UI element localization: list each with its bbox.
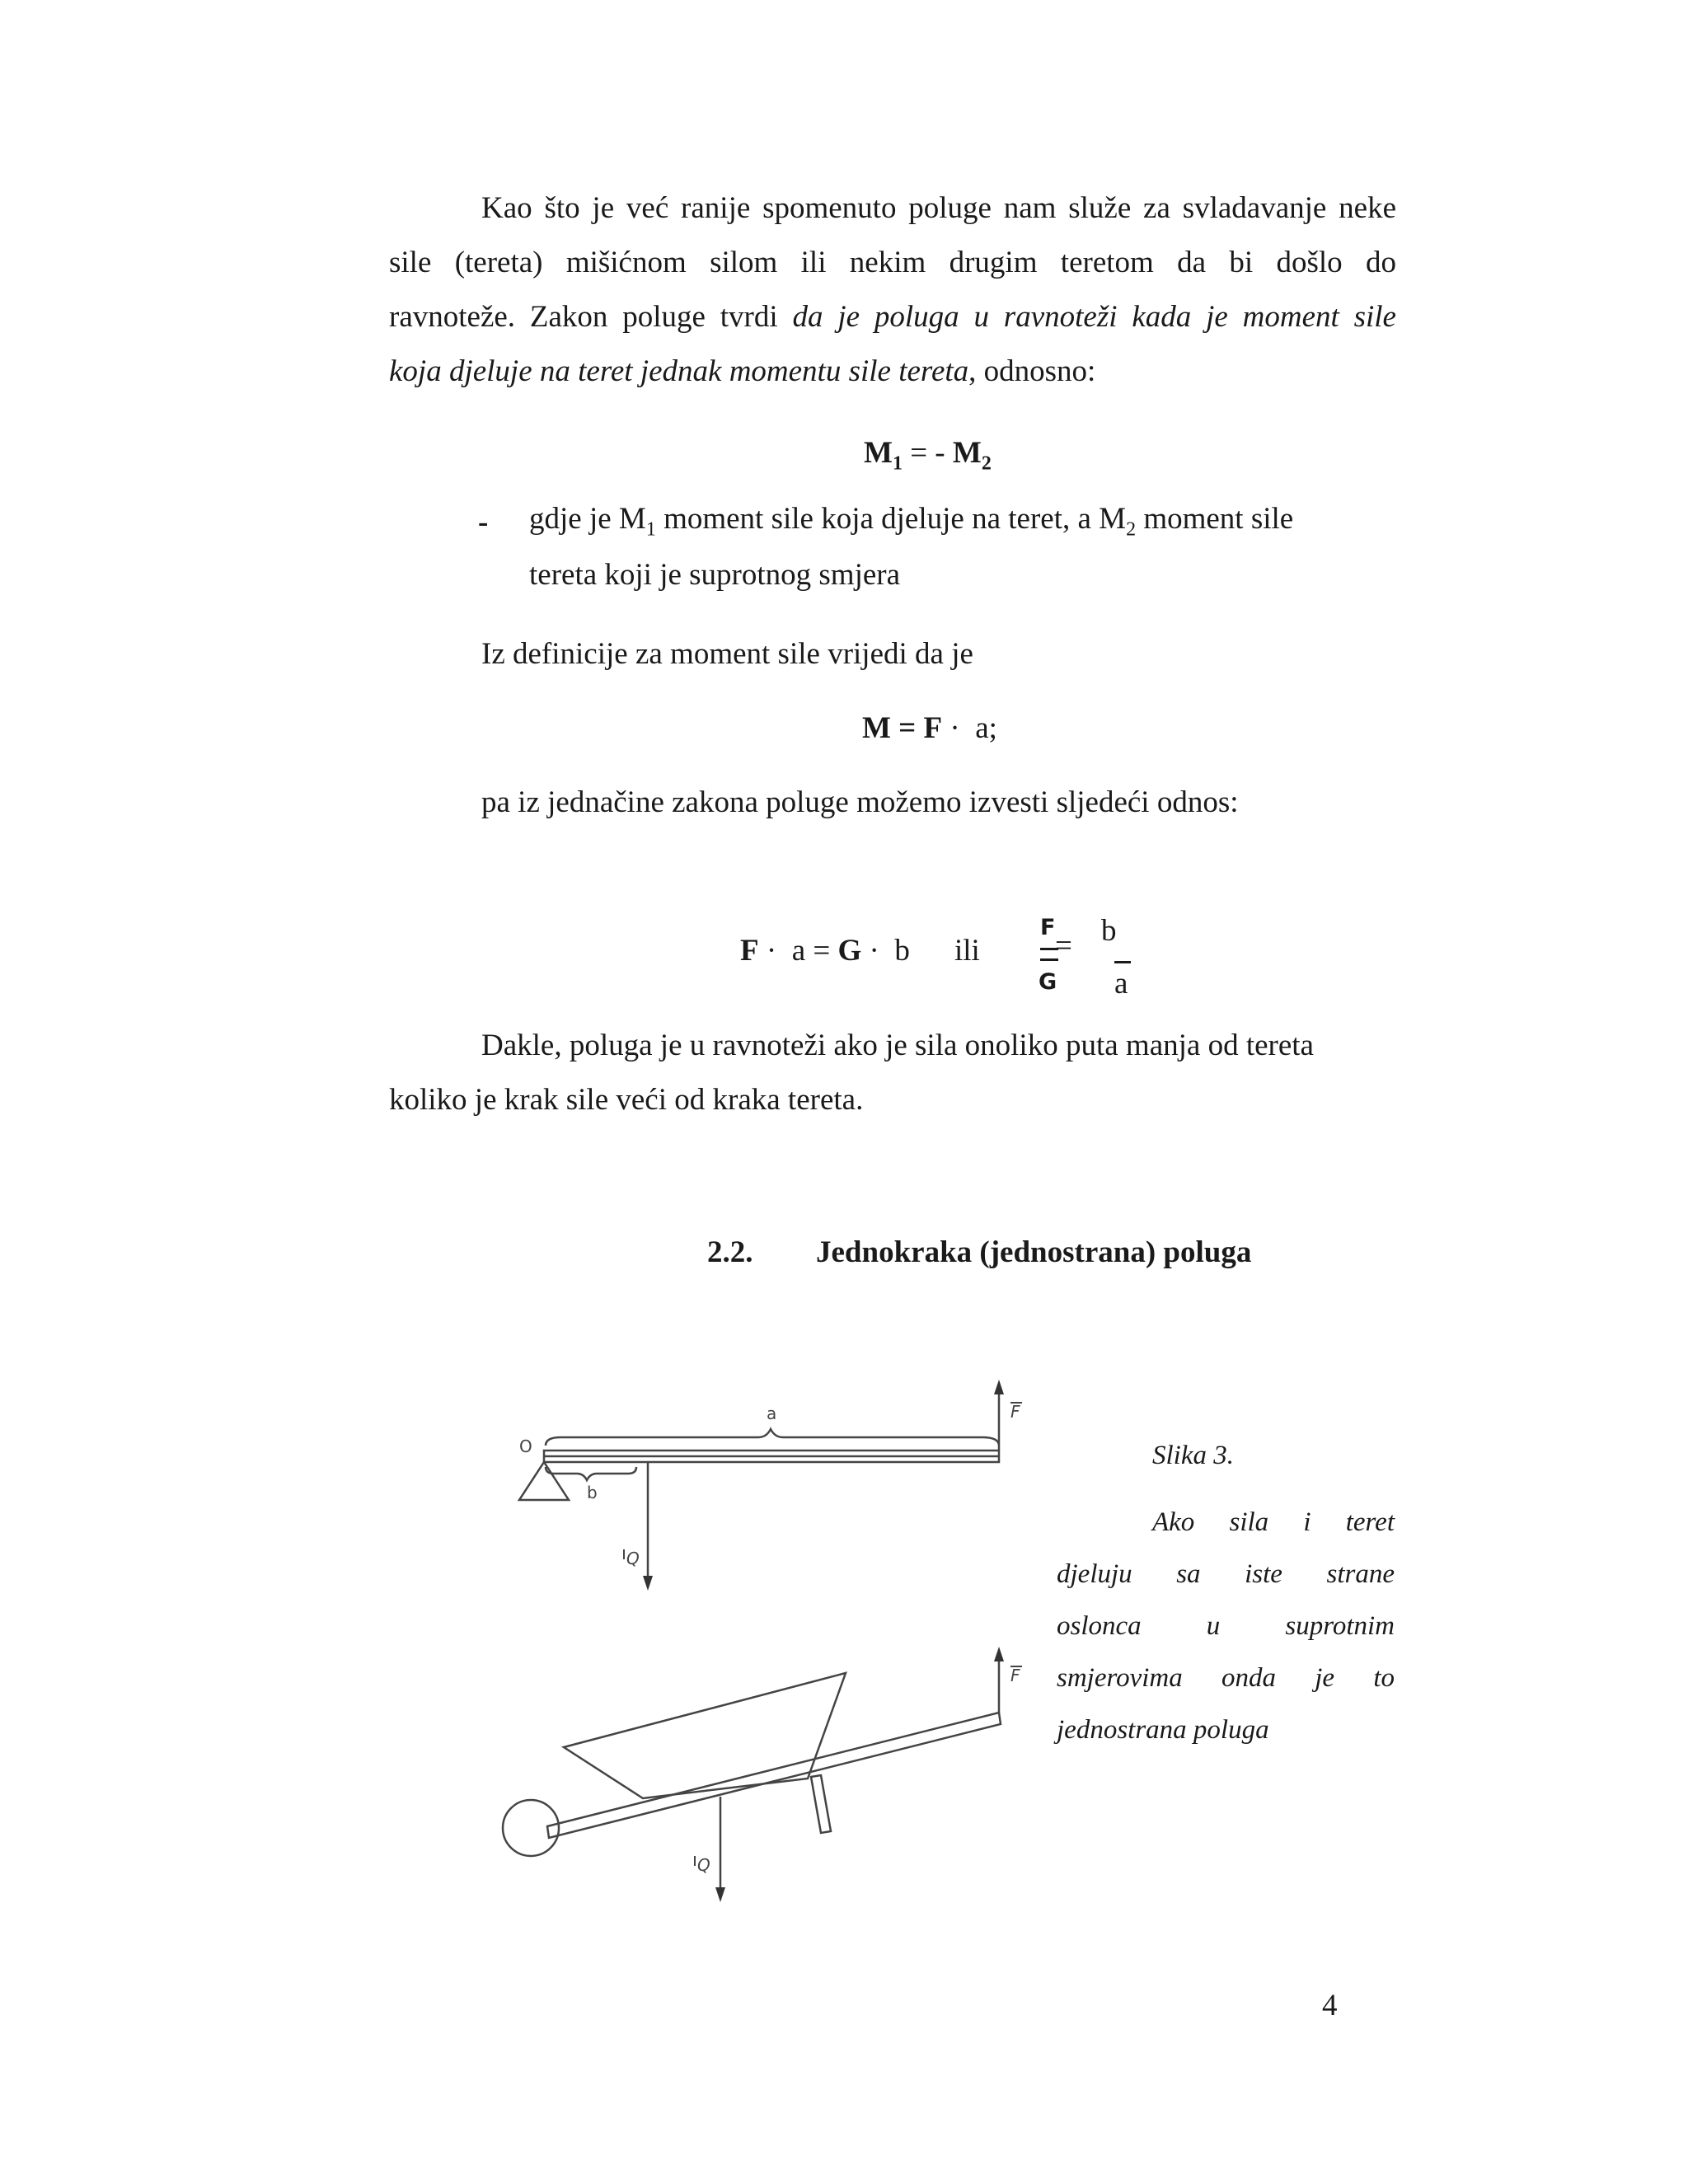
bullet-line-2: tereta koji je suprotnog smjera <box>529 558 901 592</box>
barrow-handle <box>547 1713 1001 1838</box>
figure-caption-title: Slika 3. <box>1152 1441 1234 1470</box>
fraction-den-G: G <box>1039 969 1057 995</box>
figure-caption-text <box>1057 1497 1395 1756</box>
intro-line-3-plain: ravnoteže. Zakon poluge tvrdi <box>389 300 793 334</box>
eq1-m1: $M_1$ <box>864 436 903 475</box>
brace-a <box>546 1429 999 1446</box>
fraction-a: a <box>1114 967 1128 1001</box>
intro-paragraph <box>389 181 1396 399</box>
caption-line-1: Ako sila i teret <box>1152 1507 1395 1537</box>
intro-line-1: Kao što je već ranije spomenuto poluge nam služe za svladavanje neke <box>481 191 1396 225</box>
fulcrum-triangle <box>519 1462 569 1500</box>
label-F-top: F <box>1010 1402 1020 1422</box>
caption-line-3: oslonca u suprotnim <box>1057 1611 1395 1641</box>
conclusion-line-2: koliko je krak sile veći od kraka tereta. <box>389 1083 864 1117</box>
bullet-line-1: gdje je $M_1$ moment sile koja djeluje na teret, a $M_2$ moment sile <box>529 502 1294 541</box>
barrow-leg <box>811 1775 831 1833</box>
caption-line-2: djeluju sa iste strane <box>1057 1559 1395 1589</box>
derive-line: pa iz jednačine zakona poluge možemo izvesti sljedeći odnos: <box>481 785 1239 819</box>
equation-lever-law: F · a = G · b <box>740 934 910 968</box>
equation-ili: ili <box>954 934 980 968</box>
conclusion-line-1: Dakle, poluga je u ravnoteži ako je sila onoliko puta manja od tereta <box>481 1029 1314 1062</box>
fraction-bar-right <box>1114 961 1131 963</box>
caption-line-5: jednostrana poluga <box>1057 1715 1269 1745</box>
fraction-num-F: F <box>1040 915 1056 940</box>
fraction-b: b <box>1101 914 1117 948</box>
equation-moment-def: M = F · a; <box>862 711 997 745</box>
conclusion-paragraph <box>389 1019 1396 1127</box>
page-number: 4 <box>1322 1989 1338 2022</box>
label-Q-barrow: Q <box>697 1855 710 1875</box>
label-F-barrow: F <box>1010 1666 1020 1685</box>
section-title: Jednokraka (jednostrana) poluga <box>816 1235 1252 1269</box>
section-number: 2.2. <box>707 1235 753 1269</box>
caption-line-4: smjerovima onda je to <box>1057 1663 1395 1693</box>
eq1-m2: $M_2$ <box>952 436 992 475</box>
intro-line-4-plain: , odnosno: <box>968 354 1096 388</box>
wheel <box>503 1800 559 1856</box>
label-Q-top: Q <box>626 1549 640 1568</box>
label-O: O <box>519 1436 532 1456</box>
bullet-marker: - <box>478 505 489 539</box>
intro-line-4-italic: koja djeluje na teret jednak momentu sile tereta <box>389 354 969 388</box>
fraction-eq: = <box>1055 929 1072 963</box>
barrow-bin <box>564 1673 846 1798</box>
brace-b <box>546 1467 636 1480</box>
lever-figure <box>495 1368 1055 1929</box>
intro-line-2: sile (tereta) mišićnom silom ili nekim drugim teretom da bi došlo do <box>389 246 1396 279</box>
intro-line-3 <box>389 290 1396 344</box>
intro-line-4 <box>389 344 1396 399</box>
eq1-middle: = - <box>902 436 953 470</box>
label-b: b <box>587 1483 598 1502</box>
intro-line-3-italic: da je poluga u ravnoteži kada je moment sile <box>792 300 1396 334</box>
label-a: a <box>767 1404 777 1423</box>
equation-moments <box>864 435 992 475</box>
definition-line: Iz definicije za moment sile vrijedi da je <box>481 637 973 671</box>
